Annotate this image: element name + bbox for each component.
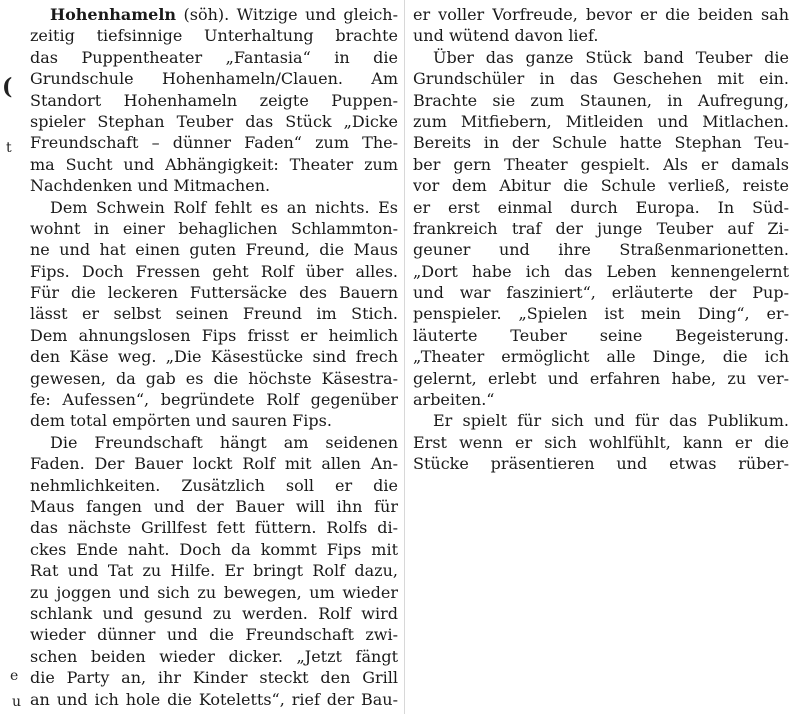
article-line-text: (söh). Witzige und gleich-	[176, 5, 398, 24]
article-line: lässt er selbst seinen Freund im Stich.	[30, 304, 398, 324]
article-line: ma Sucht und Abhängigkeit: Theater zum	[30, 154, 398, 174]
article-line: Standort Hohenhameln zeigte Puppen-	[30, 90, 398, 110]
article-line: das Puppentheater „Fantasia“ in die	[30, 47, 398, 67]
article-line: „Dort habe ich das Leben kennengelernt	[413, 261, 789, 281]
article-line: Für die leckeren Futtersäcke des Bauern	[30, 283, 398, 303]
article-line: Nachdenken und Mitmachen.	[30, 176, 271, 196]
article-line: Maus fangen und der Bauer will ihn für	[30, 496, 398, 516]
article-line: arbeiten.“	[413, 390, 495, 410]
article-column-right	[413, 4, 789, 475]
article-line: „Theater ermöglicht alle Dinge, die ich	[413, 347, 789, 367]
article-line: dem total empörten und sauren Fips.	[30, 411, 332, 431]
article-line: Erst wenn er sich wohlfühlt, kann er die	[413, 432, 789, 452]
article-line: läuterte Teuber seine Begeisterung.	[413, 325, 789, 345]
article-line: Brachte sie zum Staunen, in Aufregung,	[413, 90, 789, 110]
article-line: zeitig tiefsinnige Unterhaltung brachte	[30, 26, 398, 46]
article-line: Fips. Doch Fressen geht Rolf über alles.	[30, 261, 398, 281]
article-line: penspieler. „Spielen ist mein Ding“, er-	[413, 304, 789, 324]
article-line: Rat und Tat zu Hilfe. Er bringt Rolf dazu,	[30, 561, 398, 581]
article-line: und wütend davon lief.	[413, 26, 599, 46]
article-line: Über das ganze Stück band Teuber die	[433, 47, 789, 67]
article-line: zum Mitfiebern, Mitleiden und Mitlachen.	[413, 111, 789, 131]
article-line: spieler Stephan Teuber das Stück „Dicke	[30, 111, 398, 131]
article-line: ber gern Theater gespielt. Als er damals	[413, 154, 789, 174]
article-line: schlank und gesund zu werden. Rolf wird	[30, 603, 398, 623]
page-bottom-edge	[0, 714, 800, 721]
article-line: die Party an, ihr Kinder steckt den Grill	[30, 668, 398, 688]
article-line: Stücke präsentieren und etwas rüber-	[413, 454, 789, 474]
article-line: fe: Aufessen“, begründete Rolf gegenüber	[30, 390, 398, 410]
article-line: Grundschule Hohenhameln/Clauen. Am	[30, 69, 398, 89]
article-line	[30, 4, 398, 25]
article-line: das nächste Grillfest fett füttern. Rolfs di-	[30, 518, 398, 538]
article-line: ne und hat einen guten Freund, die Maus	[30, 240, 398, 260]
column-divider	[404, 0, 405, 721]
article-line: an und ich hole die Koteletts“, rief der Bau-	[30, 689, 398, 709]
article-line: frankreich traf der junge Teuber auf Zi-	[413, 218, 789, 238]
article-line: ckes Ende naht. Doch da kommt Fips mit	[30, 539, 398, 559]
article-line: gelernt, erlebt und erfahren habe, zu ver-	[413, 368, 789, 388]
article-line: nehmlichkeiten. Zusätzlich soll er die	[30, 475, 398, 495]
article-line: Freundschaft – dünner Faden“ zum The-	[30, 133, 398, 153]
article-line: den Käse weg. „Die Käsestücke sind frech	[30, 347, 398, 367]
article-line: zu joggen und sich zu bewegen, um wieder	[30, 582, 398, 602]
article-line: Dem Schwein Rolf fehlt es an nichts. Es	[50, 197, 398, 217]
article-line: Er spielt für sich und für das Publikum.	[433, 411, 789, 431]
article-line: Faden. Der Bauer lockt Rolf mit allen An-	[30, 454, 398, 474]
article-line: geuner und ihre Straßenmarionetten.	[413, 240, 789, 260]
article-line: vor dem Abitur die Schule verließ, reiste	[413, 176, 789, 196]
margin-mark: (	[2, 74, 13, 100]
article-line: wohnt in einer behaglichen Schlammton-	[30, 218, 398, 238]
article-line: er erst einmal durch Europa. In Süd-	[413, 197, 789, 217]
article-line: er voller Vorfreude, bevor er die beiden sah	[413, 5, 789, 24]
margin-mark: t	[6, 140, 12, 156]
article-line: schen beiden wieder dicker. „Jetzt fängt	[30, 646, 398, 666]
margin-mark: u	[12, 694, 22, 710]
article-dateline: Hohenhameln	[50, 5, 177, 24]
article-line: Die Freundschaft hängt am seidenen	[50, 432, 398, 452]
article-line: Bereits in der Schule hatte Stephan Teu-	[413, 133, 789, 153]
margin-mark: e	[10, 668, 19, 684]
article-line: gewesen, da gab es die höchste Käsestra-	[30, 368, 398, 388]
article-column-left	[30, 4, 398, 710]
article-line: Grundschüler in das Geschehen mit ein.	[413, 69, 789, 89]
article-line: wieder dünner und die Freundschaft zwi-	[30, 625, 398, 645]
article-line: Dem ahnungslosen Fips frisst er heimlich	[30, 325, 398, 345]
article-line: und war fasziniert“, erläuterte der Pup-	[413, 283, 789, 303]
